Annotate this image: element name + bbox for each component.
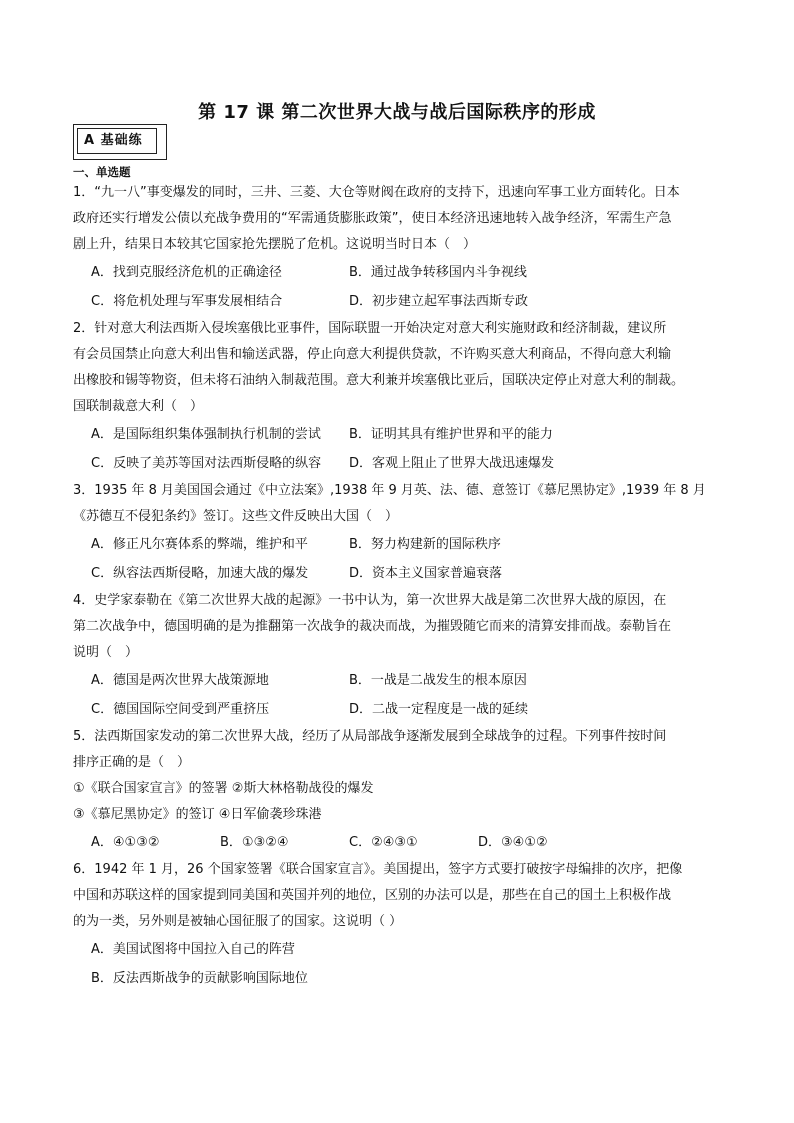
question-4: [73, 588, 728, 724]
option-b[interactable]: B．一战是二战发生的根本原因: [349, 673, 527, 688]
option-row: [73, 449, 728, 478]
option-a[interactable]: A．④①③②: [91, 835, 160, 850]
question-text-line: 3．1935 年 8 月美国国会通过《中立法案》,1938 年 9 月英、法、德、意签订《慕尼黑协定》,1939 年 8 月: [73, 483, 706, 498]
option-row: [73, 666, 728, 695]
option-d[interactable]: D．初步建立起军事法西斯专政: [349, 294, 529, 309]
question-text-line: 说明（ ）: [73, 645, 139, 660]
option-d[interactable]: D．二战一定程度是一战的延续: [349, 702, 529, 717]
question-text-line: 第二次战争中，德国明确的是为推翻第一次战争的裁决而战，为摧毁随它而来的清算安排而战。泰勒旨在: [73, 619, 672, 634]
option-row: [73, 559, 728, 588]
question-list: [73, 180, 728, 993]
question-5: [73, 724, 728, 857]
question-text-line: 4．史学家泰勒在《第二次世界大战的起源》一书中认为，第一次世界大战是第二次世界大战的原因，在: [73, 593, 667, 608]
option-a[interactable]: A．修正凡尔赛体系的弊端，维护和平: [91, 537, 308, 552]
option-row: [73, 828, 728, 857]
question-text-line: 排序正确的是（ ）: [73, 755, 191, 770]
question-text-line: 出橡胶和锡等物资，但未将石油纳入制裁范围。意大利兼并埃塞俄比亚后，国联决定停止对意大利的制裁。: [73, 373, 685, 388]
option-a[interactable]: A．是国际组织集体强制执行机制的尝试: [91, 427, 321, 442]
option-b[interactable]: B．①③②④: [220, 835, 289, 850]
question-text-line: 1．“九一八”事变爆发的同时，三井、三菱、大仓等财阀在政府的支持下，迅速向军事工业方面转化。日本: [73, 185, 680, 200]
option-a[interactable]: A．找到克服经济危机的正确途径: [91, 265, 282, 280]
question-text-line: 2．针对意大利法西斯入侵埃塞俄比亚事件，国际联盟一开始决定对意大利实施财政和经济制裁，建议所: [73, 321, 667, 336]
question-text-line: 中国和苏联这样的国家提到同美国和英国并列的地位，区别的办法可以是，那些在自己的国土上积极作战: [73, 888, 672, 903]
question-text-line: 有会员国禁止向意大利出售和输送武器，停止向意大利提供贷款，不许购买意大利商品，不得向意大利输: [73, 347, 672, 362]
option-b[interactable]: B．努力构建新的国际秩序: [349, 537, 501, 552]
question-3: [73, 478, 728, 588]
option-row: [73, 530, 728, 559]
question-text-line: 国联制裁意大利（ ）: [73, 399, 204, 414]
question-1: [73, 180, 728, 316]
level-badge: [73, 124, 167, 160]
option-row: [73, 420, 728, 449]
question-text-line: 政府还实行增发公债以充战争费用的“军需通货膨胀政策”，使日本经济迅速地转入战争经济，军需生产急: [73, 211, 672, 226]
section-heading: 一、单选题: [73, 165, 131, 179]
question-6: [73, 857, 728, 993]
question-text-line: ①《联合国家宣言》的签署 ②斯大林格勒战役的爆发: [73, 781, 374, 796]
option-row: [73, 258, 728, 287]
option-row: [73, 695, 728, 724]
option-d[interactable]: D．资本主义国家普遍衰落: [349, 566, 503, 581]
option-c[interactable]: C．②④③①: [349, 835, 418, 850]
option-d[interactable]: D．客观上阻止了世界大战迅速爆发: [349, 456, 555, 471]
option-a[interactable]: A．美国试图将中国拉入自己的阵营: [91, 942, 295, 957]
option-b[interactable]: B．通过战争转移国内斗争视线: [349, 265, 527, 280]
question-text-line: 6．1942 年 1 月，26 个国家签署《联合国家宣言》。美国提出，签字方式要打破按字母编排的次序，把像: [73, 862, 683, 877]
option-c[interactable]: C．德国国际空间受到严重挤压: [91, 702, 270, 717]
question-text-line: 5．法西斯国家发动的第二次世界大战，经历了从局部战争逐渐发展到全球战争的过程。下列事件按时间: [73, 729, 667, 744]
option-row: [73, 287, 728, 316]
question-2: [73, 316, 728, 478]
option-c[interactable]: C．反映了美苏等国对法西斯侵略的纵容: [91, 456, 322, 471]
option-b[interactable]: B．反法西斯战争的贡献影响国际地位: [91, 971, 308, 986]
question-text-line: ③《慕尼黑协定》的签订 ④日军偷袭珍珠港: [73, 807, 322, 822]
question-text-line: 剧上升，结果日本较其它国家抢先摆脱了危机。这说明当时日本（ ）: [73, 237, 477, 252]
option-a[interactable]: A．德国是两次世界大战策源地: [91, 673, 269, 688]
option-c[interactable]: C．纵容法西斯侵略，加速大战的爆发: [91, 566, 309, 581]
option-c[interactable]: C．将危机处理与军事发展相结合: [91, 294, 283, 309]
level-badge-label: A 基础练: [77, 128, 157, 154]
option-d[interactable]: D．③④①②: [478, 835, 548, 850]
question-text-line: 的为一类，另外则是被轴心国征服了的国家。这说明（ ）: [73, 914, 403, 929]
page-title: 第 17 课 第二次世界大战与战后国际秩序的形成: [198, 102, 596, 123]
option-b[interactable]: B．证明其具有维护世界和平的能力: [349, 427, 553, 442]
question-text-line: 《苏德互不侵犯条约》签订。这些文件反映出大国（ ）: [73, 509, 399, 524]
